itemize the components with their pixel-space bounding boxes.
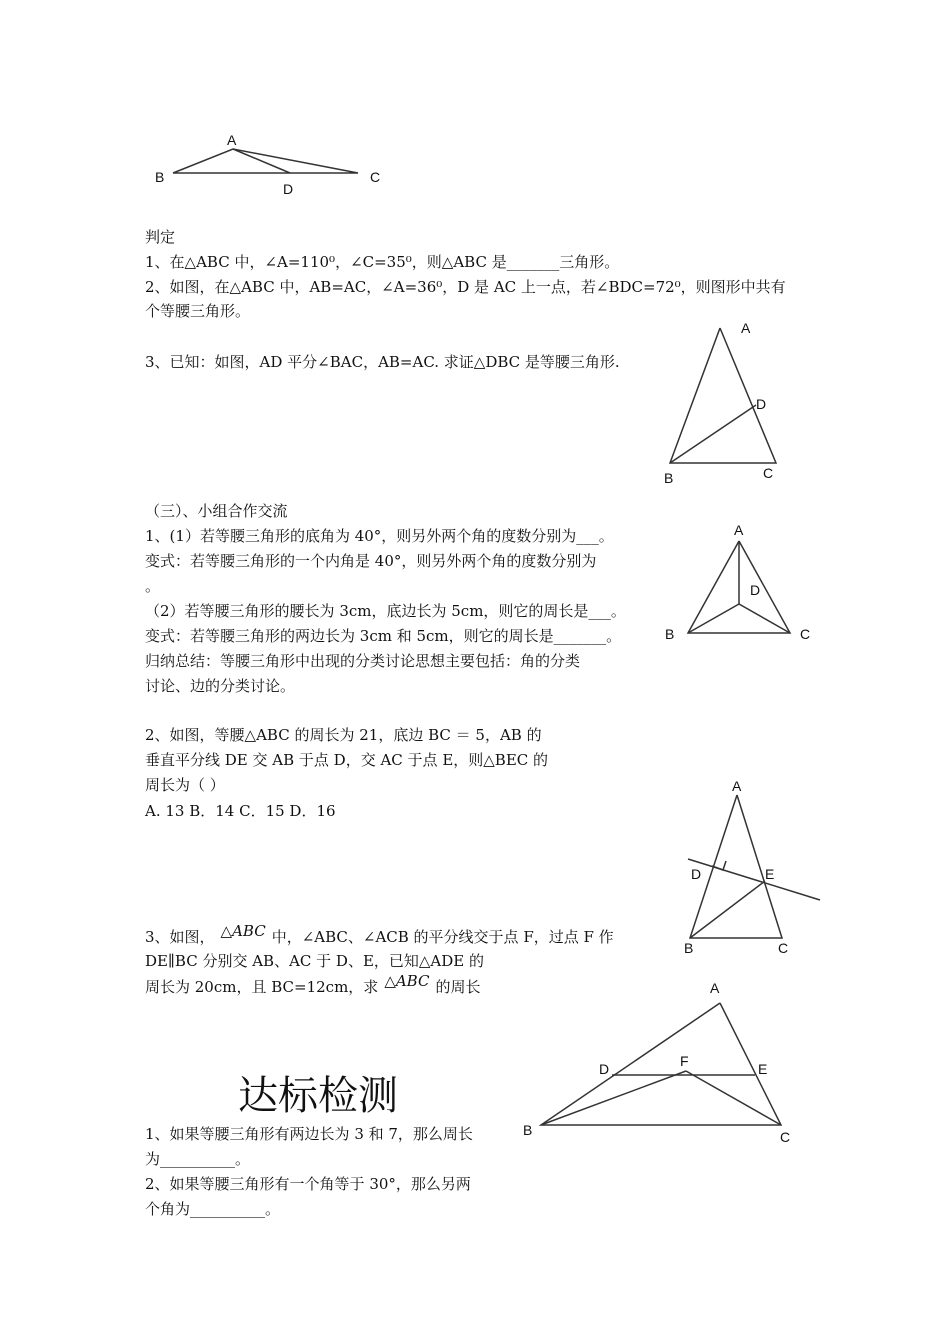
label-c: C	[800, 626, 811, 642]
group-line-2: 变式：若等腰三角形的一个内角是 40°，则另外两个角的度数分别为	[145, 552, 597, 570]
triangle-abc-symbol: △ABC	[384, 972, 430, 990]
group-q2-options: A. 13 B．14 C．15 D．16	[145, 802, 336, 820]
label-a: A	[741, 320, 751, 336]
section-heading-test: 达标检测	[238, 1073, 398, 1119]
test-q1-line2: 为__________。	[145, 1150, 251, 1168]
label-b: B	[523, 1122, 533, 1138]
group-line-1: 1、(1）若等腰三角形的底角为 40°，则另外两个角的度数分别为___。	[145, 527, 614, 545]
section-heading-group: （三）、小组合作交流	[145, 502, 288, 520]
line-de-extended	[688, 859, 820, 900]
triangle-abc-outline	[541, 1003, 781, 1125]
label-b: B	[155, 169, 165, 185]
group-line-7: 讨论、边的分类讨论。	[145, 677, 296, 695]
q3-suffix: 中，∠ABC、∠ACB 的平分线交于点 F，过点 F 作	[271, 928, 614, 946]
section-heading-judge: 判定	[145, 228, 176, 246]
test-q1-line1: 1、如果等腰三角形有两边长为 3 和 7，那么周长	[145, 1125, 473, 1143]
group-line-6: 归纳总结：等腰三角形中出现的分类讨论思想主要包括：角的分类	[145, 652, 581, 670]
label-a: A	[732, 778, 742, 794]
label-c: C	[370, 169, 381, 185]
label-c: C	[763, 465, 774, 481]
group-line-3: 。	[145, 577, 161, 595]
label-d: D	[599, 1061, 610, 1077]
label-d: D	[750, 582, 761, 598]
label-f: F	[680, 1053, 689, 1069]
group-q2-line3: 周长为（ ）	[145, 776, 225, 794]
label-b: B	[664, 470, 674, 486]
test-q2-line2: 个角为__________。	[145, 1200, 281, 1218]
label-a: A	[227, 132, 237, 148]
test-q2-line1: 2、如果等腰三角形有一个角等于 30°，那么另两	[145, 1175, 471, 1193]
label-e: E	[765, 866, 775, 882]
group-line-5: 变式：若等腰三角形的两边长为 3cm 和 5cm，则它的周长是_______。	[145, 627, 622, 645]
label-a: A	[734, 522, 744, 538]
label-d: D	[691, 866, 702, 882]
figure-bisectors-parallel	[515, 975, 805, 1150]
group-q2-line1: 2、如图，等腰△ABC 的周长为 21，底边 BC ＝ 5，AB 的	[145, 726, 542, 744]
group-q3-line1	[145, 922, 614, 947]
q3-line3-suffix: 的周长	[435, 978, 481, 996]
group-q3-line3	[145, 972, 481, 997]
judge-question-2-line2: 个等腰三角形。	[145, 302, 251, 320]
label-a: A	[710, 980, 720, 996]
label-c: C	[778, 940, 789, 956]
q3-prefix: 3、如图，	[145, 928, 215, 946]
group-q3-line2: DE∥BC 分别交 AB、AC 于 D、E，已知△ADE 的	[145, 952, 485, 970]
label-d: D	[283, 181, 294, 197]
label-b: B	[665, 626, 675, 642]
group-q2-line2: 垂直平分线 DE 交 AB 于点 D，交 AC 于点 E，则△BEC 的	[145, 751, 549, 769]
label-e: E	[758, 1061, 768, 1077]
figure-perpendicular-bisector	[670, 775, 830, 965]
segment-ad	[233, 149, 290, 173]
triangle-abc-outline	[173, 149, 358, 173]
figure-triangle-interior-point	[660, 515, 820, 650]
q3-line3-prefix: 周长为 20cm，且 BC=12cm，求	[145, 978, 379, 996]
group-line-4: （2）若等腰三角形的腰长为 3cm，底边长为 5cm，则它的周长是___。	[145, 602, 626, 620]
triangle-abc-symbol: △ABC	[220, 922, 266, 940]
figure-triangle-abd-flat	[140, 125, 400, 205]
judge-question-2-line1: 2、如图，在△ABC 中，AB=AC，∠A=36⁰，D 是 AC 上一点，若∠BDC=72⁰，则图形中共有	[145, 278, 786, 296]
figure-triangle-abc-bisector	[660, 315, 800, 495]
judge-question-3: 3、已知：如图，AD 平分∠BAC，AB=AC. 求证△DBC 是等腰三角形.	[145, 353, 620, 371]
segment-be	[690, 881, 765, 938]
segment-bd	[670, 405, 756, 463]
label-b: B	[684, 940, 694, 956]
segment-bf	[541, 1071, 686, 1125]
label-c: C	[780, 1129, 791, 1145]
judge-question-1: 1、在△ABC 中，∠A=110⁰，∠C=35⁰，则△ABC 是_______三角形。	[145, 253, 620, 271]
label-d: D	[756, 396, 767, 412]
